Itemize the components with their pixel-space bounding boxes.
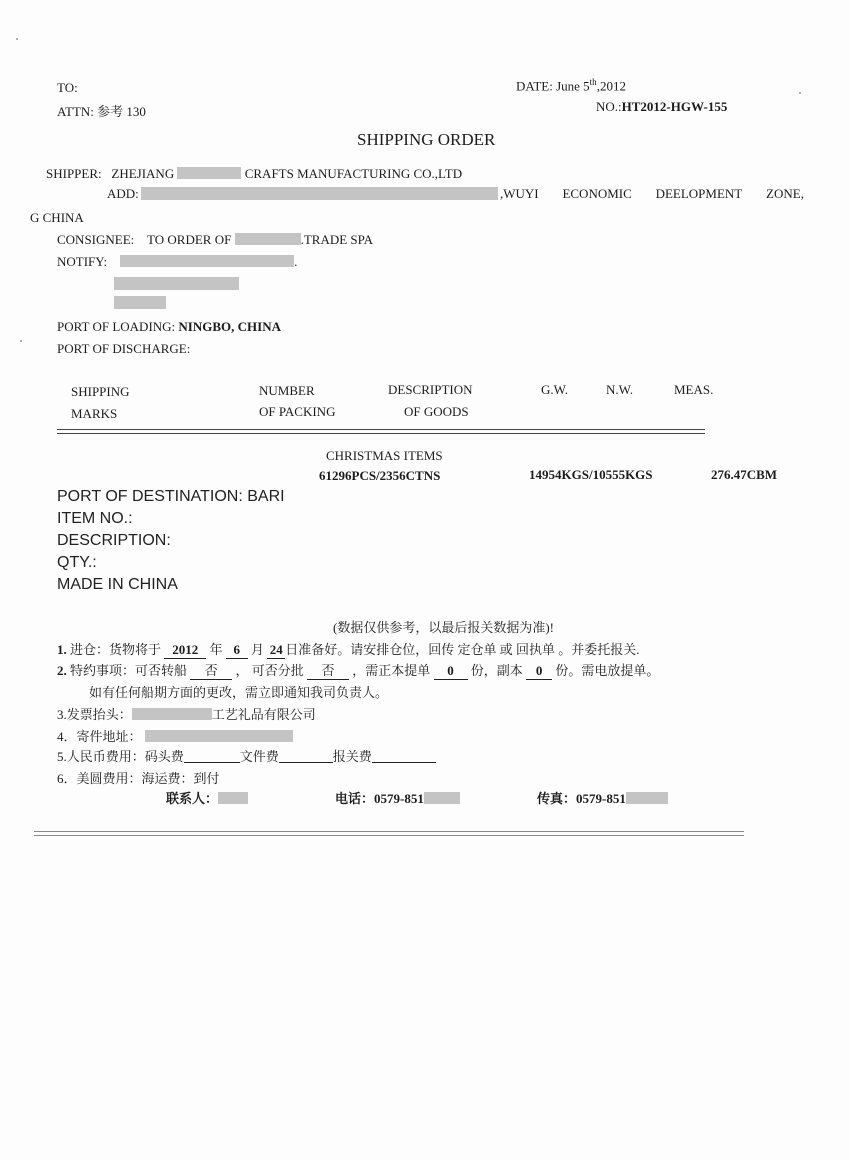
date-line: [516, 77, 626, 94]
contact-fax: [537, 788, 668, 807]
blank-field: [279, 750, 333, 763]
shipper-label: SHIPPER:: [46, 166, 102, 181]
port-loading-value: NINGBO, CHINA: [178, 319, 281, 334]
note-text: 报关费: [332, 749, 372, 764]
col-number-packing-2: OF PACKING: [259, 404, 336, 419]
port-of-loading: [57, 319, 281, 335]
redaction-block: [218, 792, 248, 804]
note-text: 年: [209, 642, 223, 657]
note-line-3: [57, 704, 316, 723]
consignee-line: [57, 232, 373, 248]
note-line-2b: 如有任何船期方面的更改，需立即通知我司负责人。: [89, 685, 389, 700]
notify-suffix: .: [294, 254, 298, 269]
notify-label: NOTIFY:: [57, 254, 108, 269]
col-shipping-marks-2: MARKS: [71, 406, 118, 421]
note-text: 4．寄件地址：: [57, 729, 142, 744]
order-number-value: HT2012-HGW-155: [621, 99, 728, 114]
consignee-prefix: TO ORDER OF: [147, 232, 232, 247]
note-text: 份，副本: [470, 663, 523, 678]
port-loading-label: PORT OF LOADING:: [57, 319, 176, 334]
goods-pcs-ctns: 61296PCS/2356CTNS: [319, 468, 441, 483]
note-text: 3.发票抬头：: [57, 707, 132, 722]
redaction-block: [132, 708, 212, 720]
shipper-address-tail: [500, 186, 804, 202]
note-text: 文件费: [239, 749, 279, 764]
scan-speck: [799, 92, 801, 94]
col-gross-weight: G.W.: [541, 382, 568, 397]
goods-description: CHRISTMAS ITEMS: [326, 448, 443, 463]
note-text: 月: [251, 642, 265, 657]
note-text: 进仓：货物将于: [70, 642, 162, 657]
blank-field: [372, 750, 436, 763]
note-number: 2.: [57, 663, 67, 678]
disclaimer: (数据仅供参考，以最后报关数据为准)!: [333, 620, 554, 635]
address-word: DEELOPMENT: [655, 186, 743, 201]
phone-value: 0579-851: [374, 791, 424, 806]
shipper-name-suffix: CRAFTS MANUFACTURING CO.,LTD: [244, 166, 463, 181]
document-title: SHIPPING ORDER: [357, 130, 496, 149]
fax-value: 0579-851: [576, 791, 626, 806]
redaction-block: [145, 730, 293, 742]
address-word: ,WUYI: [500, 186, 539, 201]
port-of-discharge-label: PORT OF DISCHARGE:: [57, 341, 191, 356]
mark-line: PORT OF DESTINATION: BARI: [57, 488, 285, 505]
redaction-block: [177, 167, 241, 179]
ready-day: 24: [267, 642, 285, 659]
ready-year: 2012: [164, 642, 206, 659]
consignee-suffix: .TRADE SPA: [300, 232, 374, 247]
goods-volume: 276.47CBM: [711, 467, 778, 482]
col-number-packing-1: NUMBER: [259, 383, 315, 398]
scan-speck: [16, 38, 18, 40]
note-text: 日准备好。请安排仓位，回传 定仓单 或 回执单 。并委托报关.: [285, 642, 640, 657]
note-line-2: [57, 660, 659, 680]
note-text: 特约事项：可否转船: [70, 663, 188, 678]
col-shipping-marks-1: SHIPPING: [71, 384, 130, 399]
order-number-label: NO.:: [596, 99, 622, 114]
original-bl-count: 0: [434, 663, 468, 680]
attn-line: ATTN: 参考 130: [57, 104, 146, 119]
order-number: [596, 99, 727, 115]
header-divider: [57, 429, 705, 434]
note-text: ， 可否分批: [235, 663, 304, 678]
copy-bl-count: 0: [526, 663, 552, 680]
address-word: ECONOMIC: [562, 186, 632, 201]
shipper-line: [46, 166, 462, 182]
contact-phone: [335, 788, 460, 807]
mark-line: QTY.:: [57, 554, 97, 571]
to-label: TO:: [57, 80, 78, 95]
col-description-1: DESCRIPTION: [388, 382, 473, 397]
redaction-block: [114, 296, 166, 309]
col-net-weight: N.W.: [606, 382, 633, 397]
shipper-address-line2: G CHINA: [30, 210, 84, 225]
note-line-1: [57, 639, 640, 659]
note-line-5: [57, 746, 436, 765]
mark-line: ITEM NO.:: [57, 510, 133, 527]
consignee-label: CONSIGNEE:: [57, 232, 135, 247]
footer-divider: [34, 831, 744, 836]
redaction-block: [141, 187, 498, 200]
redaction-block: [114, 277, 239, 290]
scan-speck: [20, 340, 22, 342]
address-word: ZONE,: [766, 186, 804, 201]
col-description-2: OF GOODS: [404, 404, 469, 419]
shipper-name-prefix: ZHEJIANG: [111, 166, 175, 181]
note-text: ，需正本提单: [352, 663, 431, 678]
note-line-6: 6．美圆费用：海运费：到付: [57, 771, 220, 786]
note-line-4: [57, 726, 293, 745]
mark-line: DESCRIPTION:: [57, 532, 171, 549]
redaction-block: [235, 233, 301, 245]
shipper-address-label: ADD:: [107, 186, 139, 201]
partial-shipment-value: 否: [307, 660, 349, 680]
col-measurement: MEAS.: [674, 382, 714, 397]
note-text: 工艺礼品有限公司: [211, 707, 316, 722]
contact-person: [166, 788, 248, 807]
notify-line: [57, 254, 297, 270]
date-prefix: DATE: June 5: [516, 78, 590, 94]
date-sup: th: [589, 77, 597, 87]
redaction-block: [424, 792, 460, 804]
note-text: 5.人民币费用：码头费: [57, 749, 184, 764]
goods-weights: 14954KGS/10555KGS: [529, 467, 653, 482]
fax-label: 传真：: [537, 791, 577, 806]
phone-label: 电话：: [335, 791, 375, 806]
blank-field: [184, 750, 240, 763]
contact-label: 联系人：: [166, 791, 219, 806]
redaction-block: [120, 255, 294, 267]
redaction-block: [626, 792, 668, 804]
note-number: 1.: [57, 642, 67, 657]
ready-month: 6: [226, 642, 248, 659]
note-text: 份。需电放提单。: [555, 663, 660, 678]
mark-line: MADE IN CHINA: [57, 576, 178, 593]
date-suffix: ,2012: [596, 78, 626, 94]
transship-value: 否: [190, 660, 232, 680]
